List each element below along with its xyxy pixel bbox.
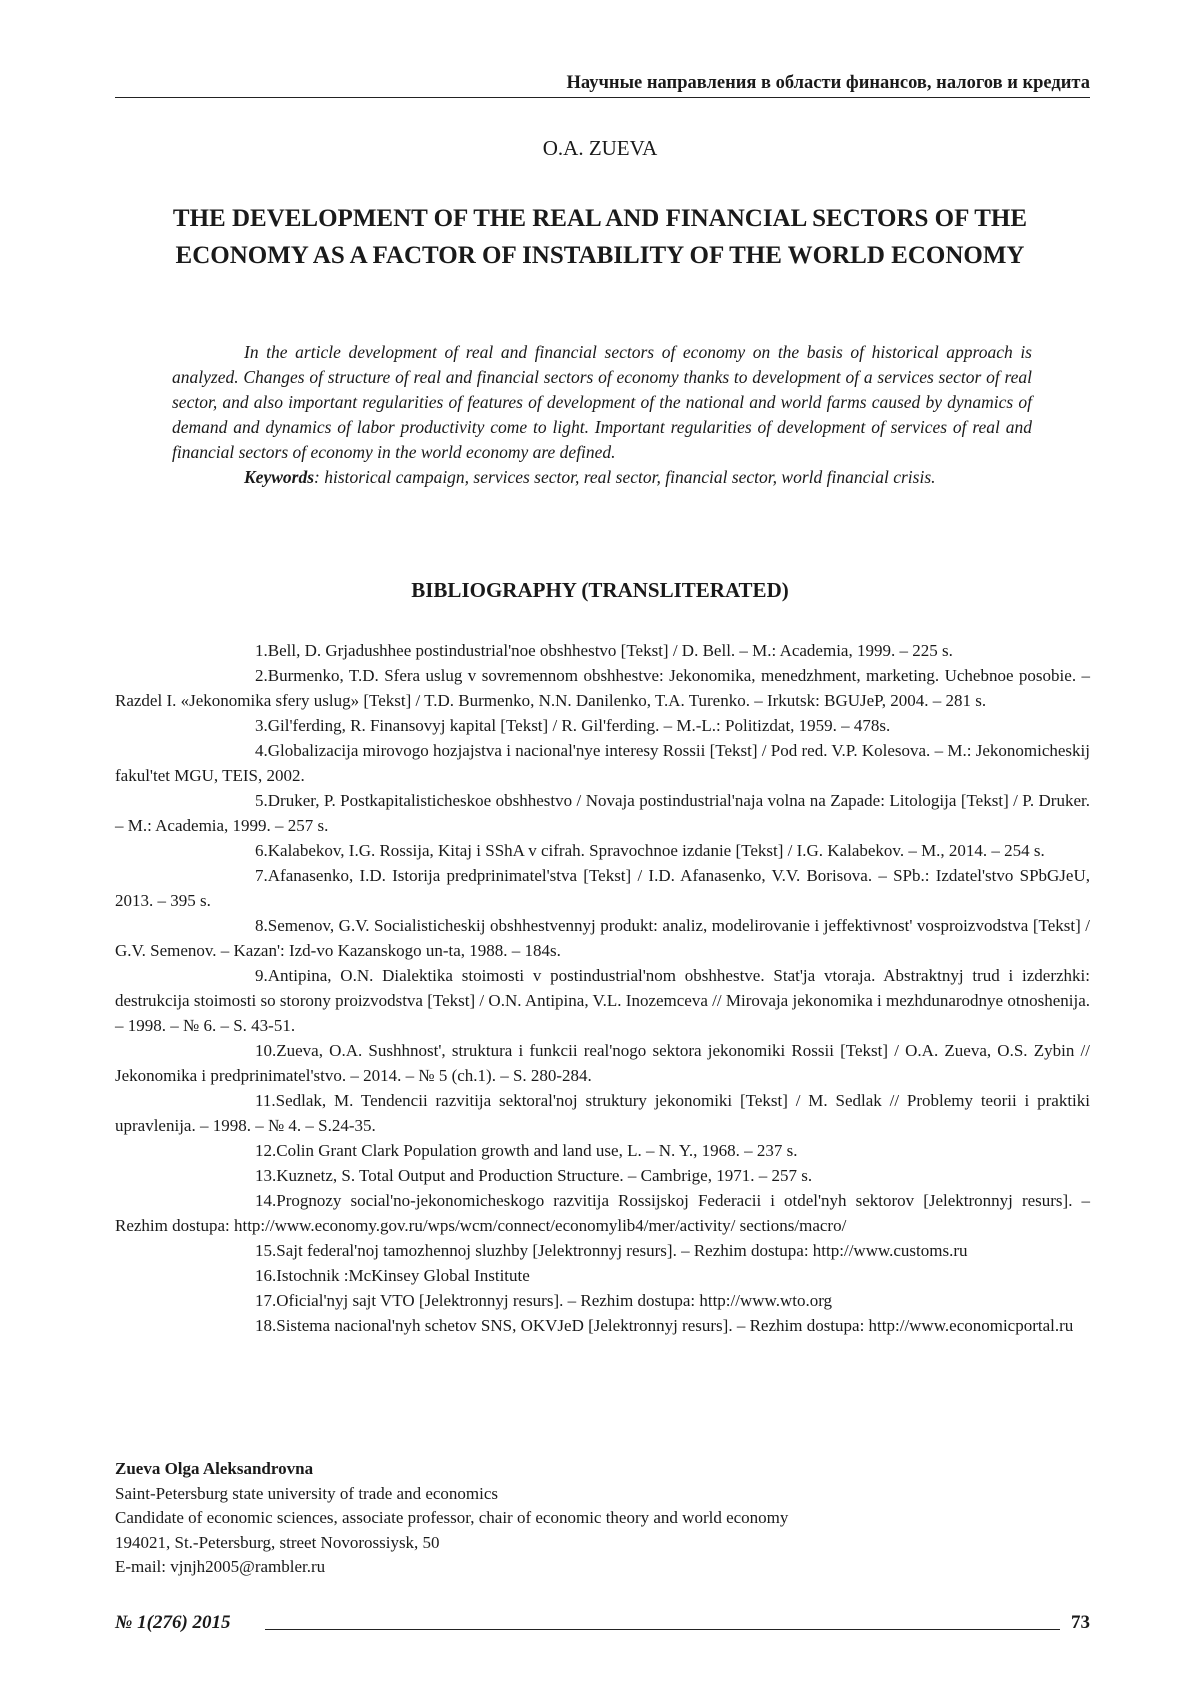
bibliography-item-number: 18. [185, 1313, 276, 1338]
bibliography-item-number: 1. [185, 638, 268, 663]
bibliography-item [115, 788, 1090, 838]
bibliography-item-number: 3. [185, 713, 268, 738]
page-footer [115, 1612, 1090, 1638]
bibliography-item [115, 1238, 1090, 1263]
bibliography-item-number: 13. [185, 1163, 276, 1188]
running-header [115, 72, 1090, 98]
bibliography-item-number: 9. [185, 963, 268, 988]
author-affiliation: Saint-Petersburg state university of trade and economics [115, 1482, 1090, 1507]
bibliography-item-number: 12. [185, 1138, 276, 1163]
page-number: 73 [1071, 1612, 1090, 1634]
bibliography-item-text: Semenov, G.V. Socialisticheskij obshhestvennyj produkt: analiz, modelirovanie i jeffektivnost' vosproizvodstva [Tekst] / G.V. Semenov. – Kazan': Izd-vo Kazanskogo un-ta, 1988. – 184s. [115, 916, 1090, 960]
bibliography-item-text: Zueva, O.A. Sushhnost', struktura i funkcii real'nogo sektora jekonomiki Rossii [Tekst] / O.A. Zueva, O.S. Zybin // Jekonomika i predprinimatel'stvo. – 2014. – № 5 (ch.1). – S. 280-284. [115, 1041, 1090, 1085]
bibliography-item [115, 1313, 1090, 1338]
bibliography-item-text: Bell, D. Grjadushhee postindustrial'noe obshhestvo [Tekst] / D. Bell. – M.: Academia, 1999. – 225 s. [268, 641, 953, 660]
bibliography-item-number: 6. [185, 838, 268, 863]
bibliography-item-number: 8. [185, 913, 268, 938]
bibliography-item-text: Colin Grant Clark Population growth and land use, L. – N. Y., 1968. – 237 s. [276, 1141, 797, 1160]
bibliography-item-number: 11. [185, 1088, 276, 1113]
bibliography-item [115, 1188, 1090, 1238]
bibliography-item-text: Globalizacija mirovogo hozjajstva i nacional'nye interesy Rossii [Tekst] / Pod red. V.P. Kolesova. – M.: Jekonomicheskij fakul'tet MGU, TEIS, 2002. [115, 741, 1090, 785]
abstract [172, 340, 1032, 490]
footer-rule [265, 1629, 1060, 1630]
bibliography-item-text: Kalabekov, I.G. Rossija, Kitaj i SShA v cifrah. Spravochnoe izdanie [Tekst] / I.G. Kalabekov. – M., 2014. – 254 s. [268, 841, 1045, 860]
bibliography-item [115, 1088, 1090, 1138]
bibliography-item-text: Istochnik :McKinsey Global Institute [276, 1266, 530, 1285]
bibliography-item-number: 4. [185, 738, 268, 763]
bibliography-item [115, 863, 1090, 913]
bibliography-item [115, 663, 1090, 713]
journal-section-title: Научные направления в области финансов, налогов и кредита [567, 73, 1090, 93]
author-position: Candidate of economic sciences, associate professor, chair of economic theory and world economy [115, 1506, 1090, 1531]
bibliography-item-text: Oficial'nyj sajt VTO [Jelektronnyj resurs]. – Rezhim dostupa: http://www.wto.org [276, 1291, 832, 1310]
bibliography-item-text: Druker, P. Postkapitalisticheskoe obshhestvo / Novaja postindustrial'naja volna na Zapade: Litologija [Tekst] / P. Druker. – M.: Academia, 1999. – 257 s. [115, 791, 1090, 835]
issue-number: № 1(276) 2015 [115, 1612, 231, 1634]
bibliography-item [115, 713, 1090, 738]
bibliography-item-number: 7. [185, 863, 268, 888]
bibliography-item-number: 2. [185, 663, 268, 688]
bibliography-item [115, 963, 1090, 1038]
bibliography-item-text: Sajt federal'noj tamozhennoj sluzhby [Jelektronnyj resurs]. – Rezhim dostupa: http://www.customs.ru [276, 1241, 967, 1260]
bibliography-heading: BIBLIOGRAPHY (TRANSLITERATED) [0, 578, 1200, 603]
bibliography-item [115, 638, 1090, 663]
bibliography-item [115, 1163, 1090, 1188]
article-author: O.A. ZUEVA [0, 136, 1200, 161]
keywords-list: : historical campaign, services sector, real sector, financial sector, world financial crisis. [314, 467, 936, 487]
bibliography-item-number: 5. [185, 788, 268, 813]
author-email: E-mail: vjnjh2005@rambler.ru [115, 1555, 1090, 1580]
bibliography-item [115, 838, 1090, 863]
bibliography-item [115, 1288, 1090, 1313]
bibliography-list [115, 638, 1090, 1338]
article-title: THE DEVELOPMENT OF THE REAL AND FINANCIAL SECTORS OF THE ECONOMY AS A FACTOR OF INSTABILITY OF THE WORLD ECONOMY [130, 200, 1070, 274]
bibliography-item [115, 1263, 1090, 1288]
bibliography-item-number: 15. [185, 1238, 276, 1263]
bibliography-item-text: Prognozy social'no-jekonomicheskogo razvitija Rossijskoj Federacii i otdel'nyh sektorov [Jelektronnyj resurs]. – Rezhim dostupa: http://www.economy.gov.ru/wps/wcm/connect/economylib4/mer/activity/ sections/macro/ [115, 1191, 1090, 1235]
bibliography-item-text: Gil'ferding, R. Finansovyj kapital [Tekst] / R. Gil'ferding. – M.-L.: Politizdat, 1959. – 478s. [268, 716, 891, 735]
bibliography-item-text: Burmenko, T.D. Sfera uslug v sovremennom obshhestve: Jekonomika, menedzhment, marketing. Uchebnoe posobie. – Razdel I. «Jekonomika sfery uslug» [Tekst] / T.D. Burmenko, N.N. Danilenko, T.A. Turenko. – Irkutsk: BGUJeP, 2004. – 281 s. [115, 666, 1090, 710]
bibliography-item-text: Sedlak, M. Tendencii razvitija sektoral'noj struktury jekonomiki [Tekst] / M. Sedlak // Problemy teorii i praktiki upravlenija. – 1998. – № 4. – S.24-35. [115, 1091, 1090, 1135]
bibliography-item [115, 738, 1090, 788]
keywords [172, 465, 1032, 490]
bibliography-item-text: Sistema nacional'nyh schetov SNS, OKVJeD [Jelektronnyj resurs]. – Rezhim dostupa: http://www.economicportal.ru [276, 1316, 1073, 1335]
keywords-label: Keywords [244, 467, 314, 487]
author-address: 194021, St.-Petersburg, street Novorossiysk, 50 [115, 1531, 1090, 1556]
bibliography-item-number: 10. [185, 1038, 276, 1063]
bibliography-item [115, 1138, 1090, 1163]
bibliography-item-text: Antipina, O.N. Dialektika stoimosti v postindustrial'nom obshhestve. Stat'ja vtoraja. Abstraktnyj trud i izderzhki: destrukcija stoimosti so storony proizvodstva [Tekst] / O.N. Antipina, V.L. Inozemceva // Mirovaja jekonomika i mezhdunarodnye otnoshenija. – 1998. – № 6. – S. 43-51. [115, 966, 1090, 1035]
bibliography-item-number: 16. [185, 1263, 276, 1288]
bibliography-item [115, 913, 1090, 963]
bibliography-item-text: Afanasenko, I.D. Istorija predprinimatel'stva [Tekst] / I.D. Afanasenko, V.V. Borisova. – SPb.: Izdatel'stvo SPbGJeU, 2013. – 395 s. [115, 866, 1090, 910]
bibliography-item [115, 1038, 1090, 1088]
bibliography-item-number: 17. [185, 1288, 276, 1313]
author-info [115, 1457, 1090, 1580]
abstract-text: In the article development of real and financial sectors of economy on the basis of historical approach is analyzed. Changes of structure of real and financial sectors of economy thanks to development of a services sector of real sector, and also important regularities of features of development of the national and world farms caused by dynamics of demand and dynamics of labor productivity come to light. Important regularities of development of services of real and financial sectors of economy in the world economy are defined. [172, 340, 1032, 465]
bibliography-item-text: Kuznetz, S. Total Output and Production Structure. – Cambrige, 1971. – 257 s. [276, 1166, 812, 1185]
author-name: Zueva Olga Aleksandrovna [115, 1457, 1090, 1482]
bibliography-item-number: 14. [185, 1188, 276, 1213]
